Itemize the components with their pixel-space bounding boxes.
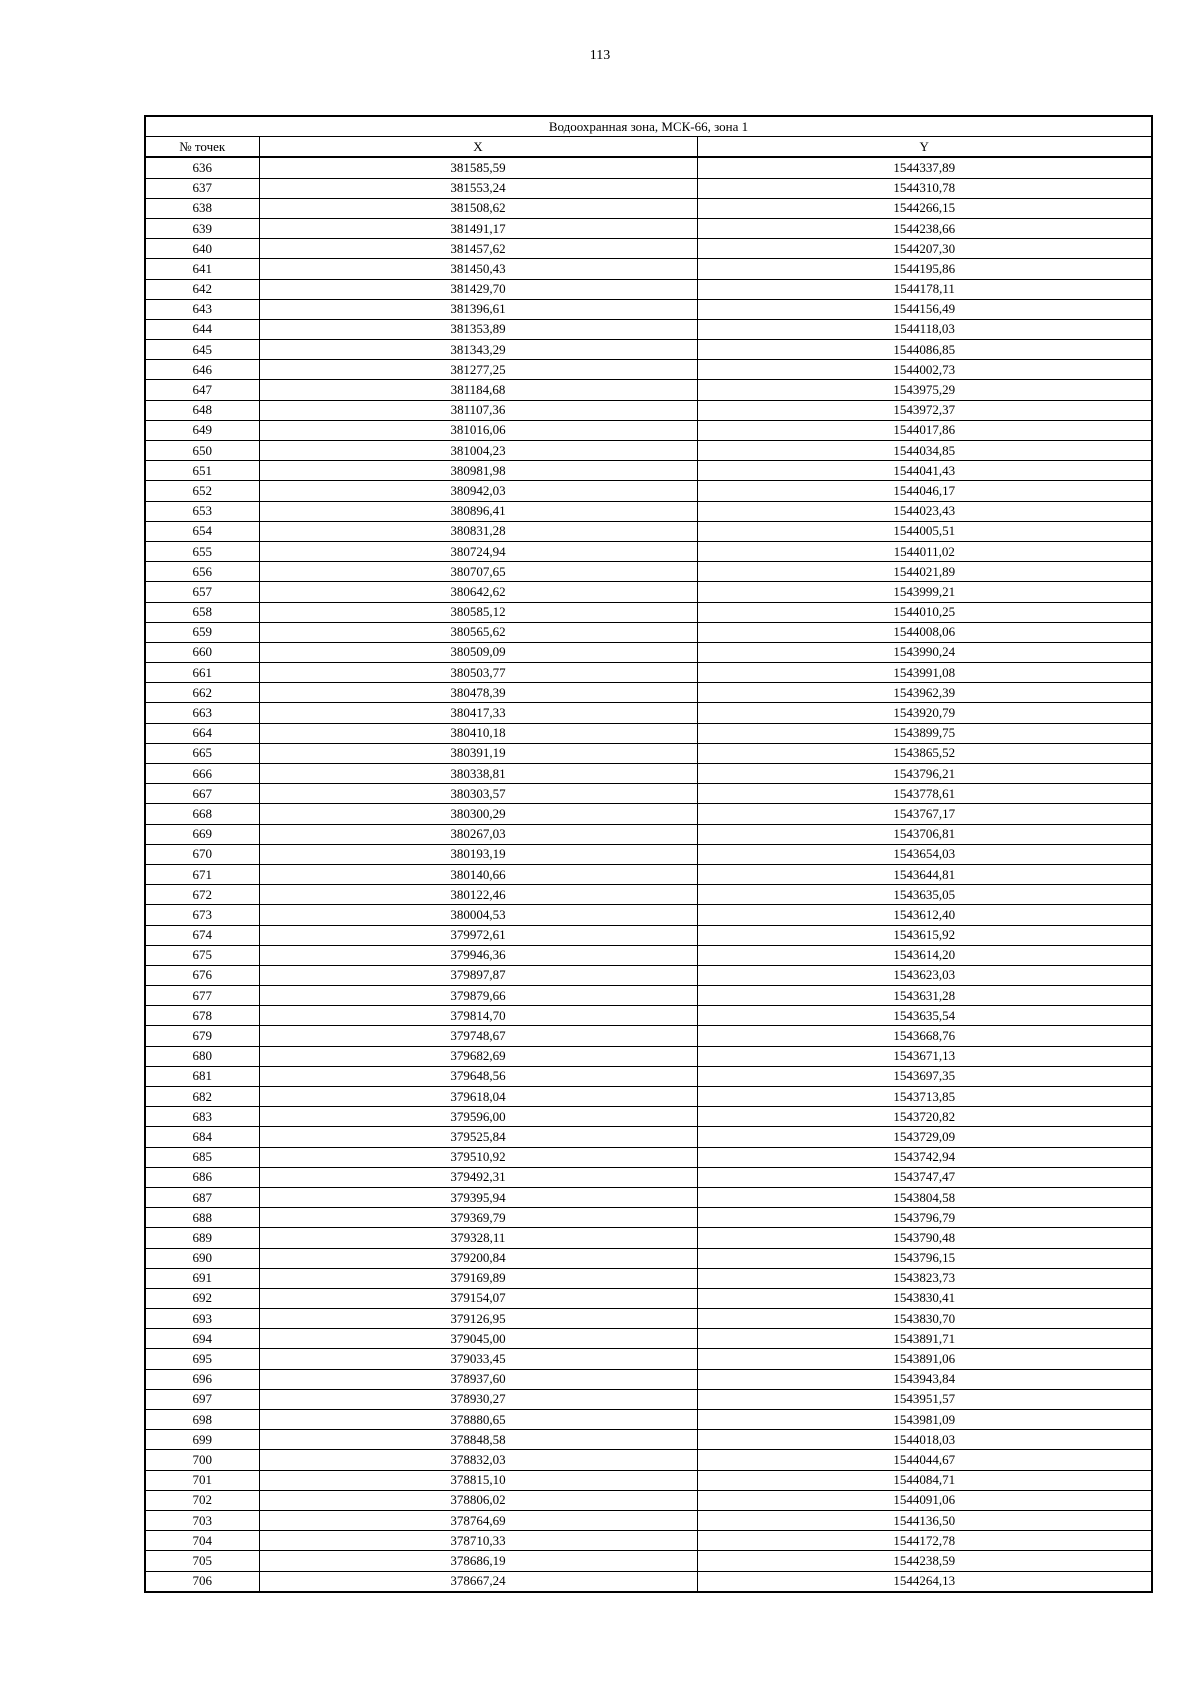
cell-x: 380303,57 <box>259 784 697 804</box>
cell-x: 379748,67 <box>259 1026 697 1046</box>
table-row <box>145 239 1152 259</box>
cell-x: 381396,61 <box>259 299 697 319</box>
cell-x: 379682,69 <box>259 1046 697 1066</box>
cell-y: 1544010,25 <box>697 602 1152 622</box>
cell-point-number: 661 <box>145 663 259 683</box>
cell-x: 379510,92 <box>259 1147 697 1167</box>
table-row <box>145 1389 1152 1409</box>
cell-point-number: 686 <box>145 1167 259 1187</box>
table-row <box>145 804 1152 824</box>
table-row <box>145 420 1152 440</box>
cell-point-number: 681 <box>145 1066 259 1086</box>
cell-point-number: 654 <box>145 521 259 541</box>
table-row <box>145 1309 1152 1329</box>
table-row <box>145 965 1152 985</box>
cell-y: 1544264,13 <box>697 1571 1152 1592</box>
cell-point-number: 683 <box>145 1107 259 1127</box>
cell-y: 1544041,43 <box>697 461 1152 481</box>
cell-y: 1543830,70 <box>697 1309 1152 1329</box>
table-row <box>145 945 1152 965</box>
table-row <box>145 844 1152 864</box>
table-row <box>145 1147 1152 1167</box>
cell-y: 1544084,71 <box>697 1470 1152 1490</box>
cell-x: 378937,60 <box>259 1369 697 1389</box>
table-row <box>145 663 1152 683</box>
cell-point-number: 660 <box>145 642 259 662</box>
table-row <box>145 622 1152 642</box>
cell-x: 380942,03 <box>259 481 697 501</box>
cell-x: 379395,94 <box>259 1187 697 1207</box>
cell-x: 379814,70 <box>259 1006 697 1026</box>
table-title: Водоохранная зона, МСК-66, зона 1 <box>145 116 1152 137</box>
cell-y: 1544238,66 <box>697 218 1152 238</box>
column-header-x: X <box>259 137 697 158</box>
cell-x: 380004,53 <box>259 905 697 925</box>
coordinates-table <box>144 115 1153 1593</box>
cell-y: 1544207,30 <box>697 239 1152 259</box>
cell-x: 380831,28 <box>259 521 697 541</box>
column-header-point-number: № точек <box>145 137 259 158</box>
cell-y: 1543635,54 <box>697 1006 1152 1026</box>
table-row <box>145 218 1152 238</box>
table-row <box>145 1510 1152 1530</box>
cell-x: 379648,56 <box>259 1066 697 1086</box>
table-row <box>145 279 1152 299</box>
cell-y: 1543612,40 <box>697 905 1152 925</box>
cell-y: 1544044,67 <box>697 1450 1152 1470</box>
table-row <box>145 602 1152 622</box>
table-row <box>145 764 1152 784</box>
cell-x: 380503,77 <box>259 663 697 683</box>
table-row <box>145 1430 1152 1450</box>
cell-x: 378832,03 <box>259 1450 697 1470</box>
cell-point-number: 694 <box>145 1329 259 1349</box>
cell-point-number: 656 <box>145 562 259 582</box>
table-row <box>145 824 1152 844</box>
cell-point-number: 687 <box>145 1187 259 1207</box>
cell-point-number: 643 <box>145 299 259 319</box>
cell-x: 380585,12 <box>259 602 697 622</box>
cell-y: 1544017,86 <box>697 420 1152 440</box>
cell-y: 1544266,15 <box>697 198 1152 218</box>
cell-y: 1543790,48 <box>697 1228 1152 1248</box>
cell-x: 379045,00 <box>259 1329 697 1349</box>
cell-point-number: 662 <box>145 683 259 703</box>
cell-point-number: 698 <box>145 1410 259 1430</box>
cell-point-number: 645 <box>145 340 259 360</box>
cell-y: 1543972,37 <box>697 400 1152 420</box>
cell-y: 1543767,17 <box>697 804 1152 824</box>
cell-point-number: 674 <box>145 925 259 945</box>
cell-point-number: 644 <box>145 319 259 339</box>
cell-x: 380267,03 <box>259 824 697 844</box>
cell-y: 1544195,86 <box>697 259 1152 279</box>
cell-x: 380981,98 <box>259 461 697 481</box>
table-row <box>145 400 1152 420</box>
table-row <box>145 1026 1152 1046</box>
cell-x: 380410,18 <box>259 723 697 743</box>
cell-x: 380300,29 <box>259 804 697 824</box>
cell-y: 1543990,24 <box>697 642 1152 662</box>
cell-x: 378880,65 <box>259 1410 697 1430</box>
cell-x: 380417,33 <box>259 703 697 723</box>
table-row <box>145 1248 1152 1268</box>
cell-point-number: 648 <box>145 400 259 420</box>
table-row <box>145 1450 1152 1470</box>
cell-point-number: 653 <box>145 501 259 521</box>
cell-y: 1543654,03 <box>697 844 1152 864</box>
cell-point-number: 704 <box>145 1531 259 1551</box>
cell-y: 1544136,50 <box>697 1510 1152 1530</box>
table-row <box>145 198 1152 218</box>
table-row <box>145 723 1152 743</box>
cell-y: 1543697,35 <box>697 1066 1152 1086</box>
cell-y: 1543668,76 <box>697 1026 1152 1046</box>
cell-y: 1544337,89 <box>697 157 1152 178</box>
cell-y: 1543981,09 <box>697 1410 1152 1430</box>
cell-point-number: 650 <box>145 441 259 461</box>
cell-x: 379596,00 <box>259 1107 697 1127</box>
cell-x: 380642,62 <box>259 582 697 602</box>
cell-point-number: 663 <box>145 703 259 723</box>
cell-point-number: 703 <box>145 1510 259 1530</box>
cell-x: 379200,84 <box>259 1248 697 1268</box>
cell-y: 1543615,92 <box>697 925 1152 945</box>
cell-point-number: 676 <box>145 965 259 985</box>
page-number: 113 <box>589 48 611 63</box>
cell-x: 378806,02 <box>259 1490 697 1510</box>
cell-y: 1544310,78 <box>697 178 1152 198</box>
cell-x: 379126,95 <box>259 1309 697 1329</box>
cell-point-number: 688 <box>145 1208 259 1228</box>
cell-y: 1544002,73 <box>697 360 1152 380</box>
cell-y: 1543991,08 <box>697 663 1152 683</box>
cell-x: 378686,19 <box>259 1551 697 1571</box>
table-row <box>145 905 1152 925</box>
table-row <box>145 380 1152 400</box>
cell-y: 1544118,03 <box>697 319 1152 339</box>
cell-x: 379169,89 <box>259 1268 697 1288</box>
cell-point-number: 651 <box>145 461 259 481</box>
table-row <box>145 1349 1152 1369</box>
cell-x: 378764,69 <box>259 1510 697 1530</box>
cell-point-number: 693 <box>145 1309 259 1329</box>
cell-x: 379492,31 <box>259 1167 697 1187</box>
cell-x: 378930,27 <box>259 1389 697 1409</box>
cell-point-number: 667 <box>145 784 259 804</box>
cell-point-number: 638 <box>145 198 259 218</box>
cell-point-number: 655 <box>145 541 259 561</box>
cell-y: 1543796,21 <box>697 764 1152 784</box>
table-body <box>145 157 1152 1591</box>
cell-x: 380509,09 <box>259 642 697 662</box>
cell-point-number: 670 <box>145 844 259 864</box>
cell-x: 379033,45 <box>259 1349 697 1369</box>
cell-point-number: 685 <box>145 1147 259 1167</box>
cell-y: 1543742,94 <box>697 1147 1152 1167</box>
table-row <box>145 1066 1152 1086</box>
cell-x: 379525,84 <box>259 1127 697 1147</box>
table-row <box>145 1127 1152 1147</box>
table-row <box>145 501 1152 521</box>
cell-y: 1543975,29 <box>697 380 1152 400</box>
cell-x: 379972,61 <box>259 925 697 945</box>
cell-point-number: 659 <box>145 622 259 642</box>
cell-x: 379897,87 <box>259 965 697 985</box>
cell-y: 1543631,28 <box>697 986 1152 1006</box>
cell-point-number: 639 <box>145 218 259 238</box>
cell-point-number: 673 <box>145 905 259 925</box>
table-row <box>145 1268 1152 1288</box>
cell-point-number: 640 <box>145 239 259 259</box>
cell-y: 1543865,52 <box>697 743 1152 763</box>
cell-x: 379946,36 <box>259 945 697 965</box>
cell-x: 381343,29 <box>259 340 697 360</box>
cell-x: 381004,23 <box>259 441 697 461</box>
cell-point-number: 646 <box>145 360 259 380</box>
cell-x: 379618,04 <box>259 1087 697 1107</box>
table-row <box>145 784 1152 804</box>
cell-x: 380122,46 <box>259 885 697 905</box>
cell-x: 380338,81 <box>259 764 697 784</box>
cell-x: 381429,70 <box>259 279 697 299</box>
table-row <box>145 864 1152 884</box>
cell-point-number: 690 <box>145 1248 259 1268</box>
cell-y: 1543778,61 <box>697 784 1152 804</box>
table-row <box>145 1187 1152 1207</box>
cell-point-number: 678 <box>145 1006 259 1026</box>
cell-y: 1543729,09 <box>697 1127 1152 1147</box>
table-row <box>145 743 1152 763</box>
table-row <box>145 1006 1152 1026</box>
cell-point-number: 669 <box>145 824 259 844</box>
cell-point-number: 636 <box>145 157 259 178</box>
table-row <box>145 319 1152 339</box>
cell-x: 381277,25 <box>259 360 697 380</box>
cell-y: 1543891,71 <box>697 1329 1152 1349</box>
table-row <box>145 178 1152 198</box>
table-row <box>145 1228 1152 1248</box>
cell-point-number: 695 <box>145 1349 259 1369</box>
cell-x: 380724,94 <box>259 541 697 561</box>
cell-x: 380193,19 <box>259 844 697 864</box>
cell-x: 380896,41 <box>259 501 697 521</box>
cell-point-number: 697 <box>145 1389 259 1409</box>
table-header-row <box>145 137 1152 158</box>
table-row <box>145 1107 1152 1127</box>
table-row <box>145 1288 1152 1308</box>
cell-y: 1544018,03 <box>697 1430 1152 1450</box>
table-row <box>145 986 1152 1006</box>
cell-x: 381508,62 <box>259 198 697 218</box>
table-row <box>145 299 1152 319</box>
cell-y: 1543999,21 <box>697 582 1152 602</box>
cell-x: 380391,19 <box>259 743 697 763</box>
cell-x: 380478,39 <box>259 683 697 703</box>
cell-x: 379328,11 <box>259 1228 697 1248</box>
cell-x: 381450,43 <box>259 259 697 279</box>
table-row <box>145 683 1152 703</box>
cell-y: 1544172,78 <box>697 1531 1152 1551</box>
table-row <box>145 157 1152 178</box>
cell-point-number: 679 <box>145 1026 259 1046</box>
cell-point-number: 668 <box>145 804 259 824</box>
table-row <box>145 1410 1152 1430</box>
cell-x: 380140,66 <box>259 864 697 884</box>
table-row <box>145 1571 1152 1592</box>
cell-y: 1543671,13 <box>697 1046 1152 1066</box>
cell-point-number: 700 <box>145 1450 259 1470</box>
table-row <box>145 340 1152 360</box>
cell-y: 1543747,47 <box>697 1167 1152 1187</box>
cell-y: 1544034,85 <box>697 441 1152 461</box>
table-row <box>145 481 1152 501</box>
column-header-y: Y <box>697 137 1152 158</box>
cell-x: 378848,58 <box>259 1430 697 1450</box>
cell-y: 1544021,89 <box>697 562 1152 582</box>
table-row <box>145 885 1152 905</box>
cell-y: 1544011,02 <box>697 541 1152 561</box>
cell-point-number: 647 <box>145 380 259 400</box>
cell-x: 381457,62 <box>259 239 697 259</box>
cell-y: 1543830,41 <box>697 1288 1152 1308</box>
cell-point-number: 705 <box>145 1551 259 1571</box>
cell-point-number: 699 <box>145 1430 259 1450</box>
cell-x: 381553,24 <box>259 178 697 198</box>
table-row <box>145 1531 1152 1551</box>
cell-point-number: 702 <box>145 1490 259 1510</box>
cell-x: 379154,07 <box>259 1288 697 1308</box>
table-row <box>145 582 1152 602</box>
table-row <box>145 562 1152 582</box>
cell-point-number: 672 <box>145 885 259 905</box>
cell-y: 1544005,51 <box>697 521 1152 541</box>
table-row <box>145 360 1152 380</box>
cell-y: 1543635,05 <box>697 885 1152 905</box>
table-row <box>145 703 1152 723</box>
cell-y: 1544178,11 <box>697 279 1152 299</box>
cell-point-number: 649 <box>145 420 259 440</box>
cell-y: 1543720,82 <box>697 1107 1152 1127</box>
table-row <box>145 1167 1152 1187</box>
cell-y: 1544091,06 <box>697 1490 1152 1510</box>
cell-point-number: 691 <box>145 1268 259 1288</box>
cell-point-number: 682 <box>145 1087 259 1107</box>
table-row <box>145 1329 1152 1349</box>
cell-y: 1544086,85 <box>697 340 1152 360</box>
cell-x: 381107,36 <box>259 400 697 420</box>
table-row <box>145 1490 1152 1510</box>
cell-y: 1543623,03 <box>697 965 1152 985</box>
table-row <box>145 1208 1152 1228</box>
table-row <box>145 925 1152 945</box>
cell-y: 1543962,39 <box>697 683 1152 703</box>
cell-y: 1543796,79 <box>697 1208 1152 1228</box>
table-row <box>145 461 1152 481</box>
cell-point-number: 692 <box>145 1288 259 1308</box>
cell-x: 381353,89 <box>259 319 697 339</box>
cell-y: 1543891,06 <box>697 1349 1152 1369</box>
cell-y: 1543943,84 <box>697 1369 1152 1389</box>
cell-y: 1544023,43 <box>697 501 1152 521</box>
cell-point-number: 680 <box>145 1046 259 1066</box>
table-row <box>145 441 1152 461</box>
cell-point-number: 642 <box>145 279 259 299</box>
cell-x: 378710,33 <box>259 1531 697 1551</box>
table-row <box>145 1551 1152 1571</box>
cell-point-number: 665 <box>145 743 259 763</box>
cell-y: 1543796,15 <box>697 1248 1152 1268</box>
cell-y: 1543644,81 <box>697 864 1152 884</box>
cell-point-number: 658 <box>145 602 259 622</box>
cell-y: 1543899,75 <box>697 723 1152 743</box>
cell-point-number: 641 <box>145 259 259 279</box>
table-row <box>145 1046 1152 1066</box>
table-row <box>145 1087 1152 1107</box>
table-row <box>145 541 1152 561</box>
cell-point-number: 671 <box>145 864 259 884</box>
cell-x: 381016,06 <box>259 420 697 440</box>
cell-point-number: 689 <box>145 1228 259 1248</box>
cell-y: 1544008,06 <box>697 622 1152 642</box>
table-row <box>145 1369 1152 1389</box>
cell-x: 378667,24 <box>259 1571 697 1592</box>
cell-y: 1544046,17 <box>697 481 1152 501</box>
cell-point-number: 701 <box>145 1470 259 1490</box>
cell-point-number: 637 <box>145 178 259 198</box>
cell-y: 1543614,20 <box>697 945 1152 965</box>
cell-y: 1543713,85 <box>697 1087 1152 1107</box>
cell-point-number: 675 <box>145 945 259 965</box>
cell-x: 381491,17 <box>259 218 697 238</box>
cell-y: 1544238,59 <box>697 1551 1152 1571</box>
cell-y: 1543804,58 <box>697 1187 1152 1207</box>
cell-point-number: 666 <box>145 764 259 784</box>
cell-y: 1543920,79 <box>697 703 1152 723</box>
cell-x: 380565,62 <box>259 622 697 642</box>
cell-x: 378815,10 <box>259 1470 697 1490</box>
table-row <box>145 642 1152 662</box>
cell-x: 379369,79 <box>259 1208 697 1228</box>
cell-x: 380707,65 <box>259 562 697 582</box>
cell-point-number: 657 <box>145 582 259 602</box>
cell-y: 1544156,49 <box>697 299 1152 319</box>
cell-y: 1543706,81 <box>697 824 1152 844</box>
cell-x: 379879,66 <box>259 986 697 1006</box>
table-row <box>145 521 1152 541</box>
cell-x: 381585,59 <box>259 157 697 178</box>
cell-point-number: 677 <box>145 986 259 1006</box>
cell-point-number: 664 <box>145 723 259 743</box>
cell-point-number: 706 <box>145 1571 259 1592</box>
cell-y: 1543951,57 <box>697 1389 1152 1409</box>
cell-point-number: 684 <box>145 1127 259 1147</box>
cell-point-number: 696 <box>145 1369 259 1389</box>
cell-x: 381184,68 <box>259 380 697 400</box>
table-row <box>145 259 1152 279</box>
table-row <box>145 1470 1152 1490</box>
cell-point-number: 652 <box>145 481 259 501</box>
table-title-row <box>145 116 1152 137</box>
cell-y: 1543823,73 <box>697 1268 1152 1288</box>
